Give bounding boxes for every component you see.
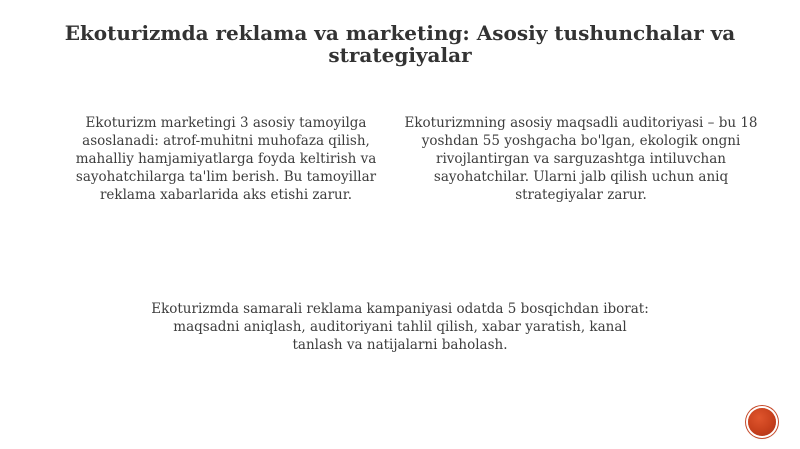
left-text-block: Ekoturizm marketingi 3 asosiy tamoyilga asoslanadi: atrof-muhitni muhofaza qilish, mahalliy hamjamiyatlarga foyda keltirish va sayohatchilarga ta'lim berish. Bu tamoyillar reklama xabarlarida aks etishi zarur.	[75, 115, 377, 203]
bottom-text-block: Ekoturizmda samarali reklama kampaniyasi odatda 5 bosqichdan iborat: maqsadni aniqlash, auditoriyani tahlil qilish, xabar yaratish, kanal tanlash va natijalarni baholash.	[151, 301, 649, 353]
right-text-block: Ekoturizmning asosiy maqsadli auditoriyasi – bu 18 yoshdan 55 yoshgacha bo'lgan, ekologik ongni rivojlantirgan va sarguzashtga intiluvchan sayohatchilar. Ularni jalb qilish uchun aniq strategiyalar zarur.	[404, 115, 758, 203]
slide-title: Ekoturizmda reklama va marketing: Asosiy tushunchalar va strategiyalar	[64, 21, 736, 67]
circle-button-icon[interactable]	[748, 408, 776, 436]
